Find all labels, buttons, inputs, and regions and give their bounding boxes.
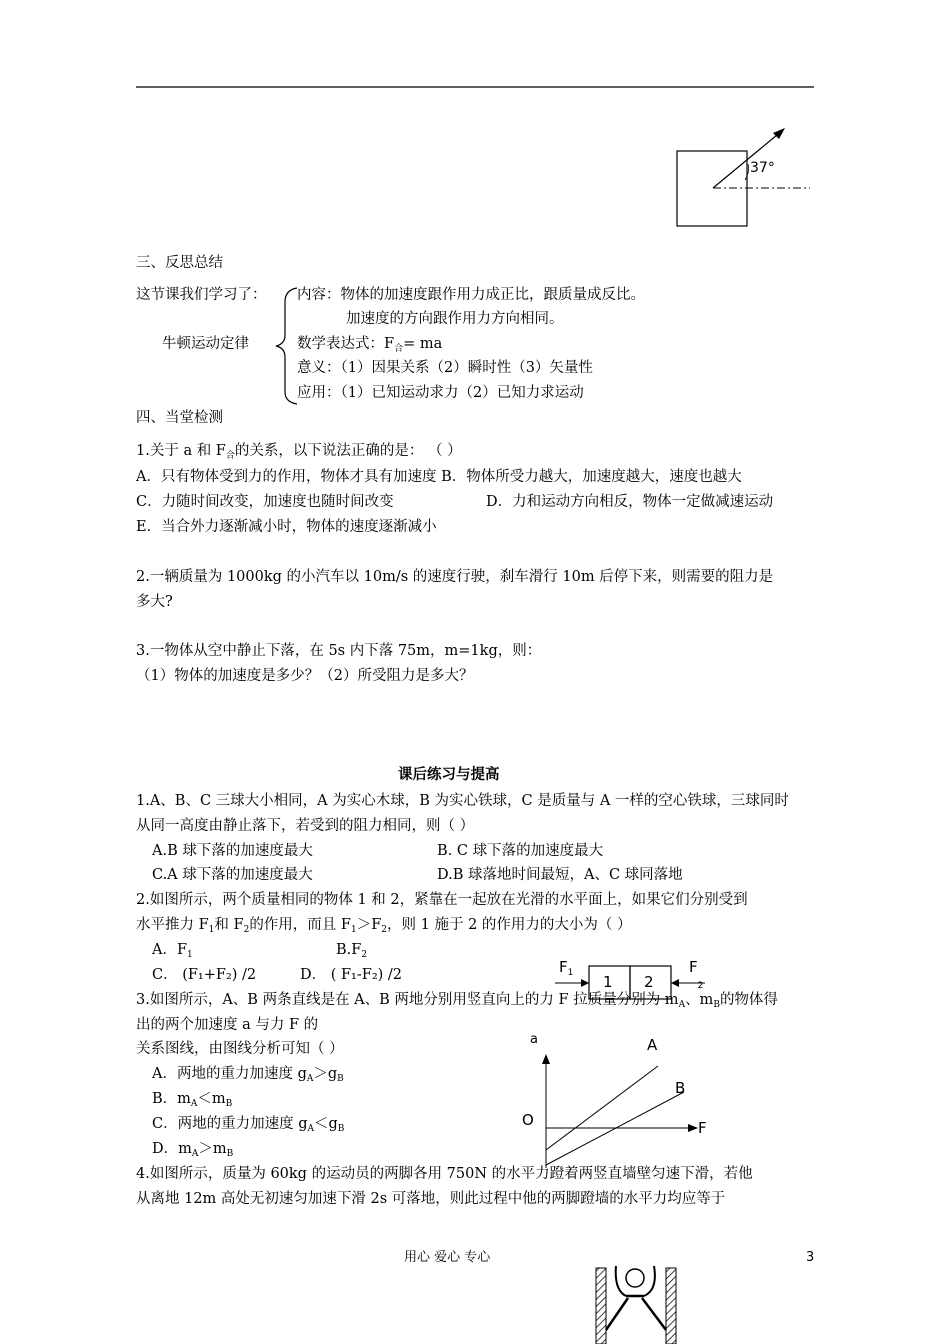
summary-brace: [276, 288, 297, 404]
graph-y-label: a: [530, 1032, 538, 1047]
f1-arrowhead: [581, 979, 589, 987]
angle-force-figure: [677, 128, 810, 226]
p2-option-a: A．$F_1$: [152, 942, 193, 960]
climber-arms: [616, 1266, 655, 1296]
p1-option-b: B. C 球下落的加速度最大: [437, 843, 604, 859]
q1-option-d: D．力和运动方向相反，物体一定做减速运动: [486, 494, 774, 510]
summary-intro: 这节课我们学习了：: [136, 287, 267, 303]
summary-formula: 数学表达式：$F_合=$ ma: [297, 336, 443, 354]
a-f-graph: [542, 1054, 698, 1168]
p1-line1: 1.A、B、C 三球大小相同，A 为实心木球，B 为实心铁球，C 是质量与 A 一样的空心铁球，三球同时: [136, 793, 789, 809]
p1-option-a: A.B 球下落的加速度最大: [152, 843, 313, 859]
q3-line1: 3.一物体从空中静止下落，在 5s 内下落 75m，m=1kg，则：: [136, 643, 542, 659]
p2-option-b: $B.F_2$: [336, 942, 368, 960]
summary-application: 应用：（1）已知运动求力（2）已知力求运动: [297, 385, 584, 401]
summary-content-1: 内容：物体的加速度跟作用力成正比，跟质量成反比。: [297, 287, 645, 303]
q1-options-ab: A．只有物体受到力的作用，物体才具有加速度 B．物体所受力越大，加速度越大，速度也越大: [136, 469, 742, 485]
section3-title: 三、反思总结: [136, 255, 223, 271]
q2-line1: 2.一辆质量为 1000kg 的小汽车以 10m/s 的速度行驶，刹车滑行 10m 后停下来，则需要的阻力是: [136, 569, 774, 585]
angle-label: 37°: [750, 160, 775, 176]
q1-option-e: E．当合外力逐渐减小时，物体的速度逐渐减小: [136, 519, 437, 535]
graph-origin-label: O: [522, 1111, 534, 1129]
p3-option-d: D．$m_A>m_B$: [152, 1141, 234, 1159]
p3-option-c: C．两地的重力加速度 $g_A<g_B$: [152, 1116, 345, 1134]
practice-title: 课后练习与提高: [398, 766, 500, 783]
page-number: 3: [806, 1250, 815, 1265]
p3-option-a: A．两地的重力加速度 $g_A>g_B$: [152, 1066, 344, 1084]
p3-line3: 关系图线，由图线分析可知（ ）: [136, 1041, 344, 1057]
p2-option-d: D． ( F₁-F₂) /2: [300, 967, 403, 983]
summary-content-2: 加速度的方向跟作用力方向相同。: [346, 311, 564, 327]
wall-climber-figure: [596, 1266, 676, 1344]
graph-line-b-label: B: [675, 1079, 686, 1097]
q1-option-c: C．力随时间改变，加速度也随时间改变: [136, 494, 394, 510]
x-arrowhead: [688, 1124, 698, 1132]
graph-x-label: F: [698, 1119, 707, 1137]
f2-arrowhead: [671, 979, 679, 987]
y-arrowhead: [542, 1054, 550, 1064]
p1-option-c: C.A 球下落的加速度最大: [152, 867, 313, 883]
p4-line2: 从离地 12m 高处无初速匀加速下滑 2s 可落地，则此过程中他的两脚蹬墙的水平力均应等于: [136, 1191, 726, 1207]
p1-option-d: D.B 球落地时间最短，A、C 球同落地: [437, 867, 683, 883]
p4-line1: 4.如图所示，质量为 60kg 的运动员的两脚各用 750N 的水平力蹬着两竖直墙壁匀速下滑，若他: [136, 1166, 753, 1182]
blocks-box2-label: 2: [644, 973, 654, 991]
q2-line2: 多大?: [136, 594, 173, 610]
q1-stem: 1.关于 a 和 $F_合$的关系，以下说法正确的是： （ ）: [136, 443, 462, 461]
graph-line-a-label: A: [647, 1036, 658, 1054]
climber-head: [626, 1269, 644, 1287]
p2-line1: 2.如图所示，两个质量相同的物体 1 和 2，紧靠在一起放在光滑的水平面上，如果它们分别受到: [136, 892, 748, 908]
q3-line2: （1）物体的加速度是多少？（2）所受阻力是多大？: [136, 668, 474, 684]
summary-meaning: 意义：（1）因果关系（2）瞬时性（3）矢量性: [297, 360, 593, 376]
p1-line2: 从同一高度由静止落下，若受到的阻力相同，则（ ）: [136, 818, 475, 834]
p3-line1: 3.如图所示，A、B 两条直线是在 A、B 两地分别用竖直向上的力 F 拉质量分别为 $m_A$、$m_B$的物体得: [136, 992, 778, 1010]
p2-line2: 水平推力 $F_1$和 $F_2$的作用，而且 $F_1>F_2$，则 1 施于 2 的作用力的大小为（ ）: [136, 917, 632, 935]
blocks-f1-label: $F_1$: [559, 958, 574, 978]
blocks-f2-label: $F_2$: [689, 958, 704, 991]
footer-text: 用心 爱心 专心: [404, 1250, 491, 1265]
line-a: [546, 1066, 658, 1150]
blocks-box1-label: 1: [603, 973, 613, 991]
p3-option-b: B．$m_A<m_B$: [152, 1091, 233, 1109]
p2-option-c: C． (F₁+F₂) /2: [152, 967, 257, 983]
summary-topic: 牛顿运动定律: [162, 336, 249, 352]
section4-title: 四、当堂检测: [136, 410, 223, 426]
p3-line2: 出的两个加速度 a 与力 F 的: [136, 1017, 319, 1033]
climber-legs: [606, 1296, 666, 1330]
